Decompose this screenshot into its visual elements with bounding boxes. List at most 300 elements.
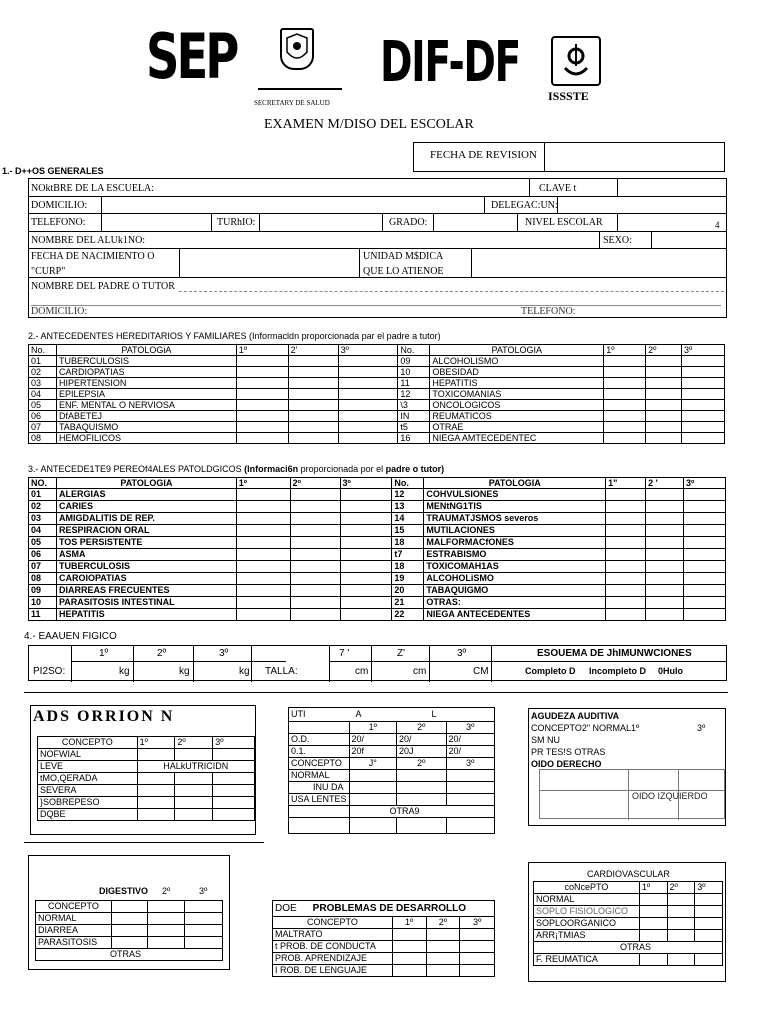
row-number: 12 [398, 389, 430, 400]
check-cell[interactable] [340, 561, 392, 573]
pathology-name: EPILEPSIA [56, 389, 236, 400]
check-cell[interactable] [606, 609, 646, 621]
col-header: 2º [646, 345, 682, 356]
check-cell[interactable] [340, 585, 392, 597]
pathology-name: RESPIRACION ORAL [56, 525, 236, 537]
curp-label: "CURP" [31, 266, 66, 277]
pathology-name: ALCOHOLISMO [430, 356, 604, 367]
check-cell[interactable] [338, 378, 398, 389]
dif-logo: DIF-DF [380, 30, 520, 95]
check-cell[interactable] [684, 489, 726, 501]
col-header: 1º [236, 478, 290, 489]
check-cell[interactable] [236, 422, 288, 433]
agudeza-auditiva-box [528, 708, 726, 826]
col-header: No. [392, 478, 424, 489]
av-oi-1: 20f [349, 746, 396, 758]
pathology-name: HEPATITIS [56, 609, 236, 621]
check-cell[interactable] [684, 537, 726, 549]
col-header: 2' [288, 345, 338, 356]
check-cell[interactable] [646, 525, 684, 537]
check-cell[interactable] [340, 537, 392, 549]
row-number: 22 [392, 609, 424, 621]
card-otras: OTRAS [534, 942, 723, 954]
nombre-escuela-label: NOktBRE DE LA ESCUELA: [31, 183, 155, 194]
sep-logo: SEP [146, 20, 237, 93]
dig-concepto: CONCEPTO [36, 901, 112, 913]
cardio-table [533, 881, 723, 966]
av-c1: J° [349, 758, 396, 770]
check-cell[interactable] [646, 609, 684, 621]
row-number: 08 [29, 433, 57, 444]
check-cell[interactable] [682, 367, 725, 378]
pathology-name: TOS PERSiSTENTE [56, 537, 236, 549]
check-cell[interactable] [604, 411, 646, 422]
nut-normal: NOFWIAL [38, 749, 138, 761]
check-cell[interactable] [646, 549, 684, 561]
check-cell[interactable] [646, 513, 684, 525]
pathology-name: TABAQUISMO [56, 422, 236, 433]
exam-h2: 2º [157, 648, 167, 659]
row-number: 13 [392, 501, 424, 513]
pathology-name: OTRAE [430, 422, 604, 433]
av-od-2: 20/ [397, 734, 446, 746]
check-cell[interactable] [604, 378, 646, 389]
nut-c1: 1º [137, 737, 175, 749]
delegacion-label: DELEGAC:UN: [491, 200, 558, 211]
check-cell[interactable] [290, 609, 340, 621]
check-cell[interactable] [290, 597, 340, 609]
exam-h6: 3º [457, 648, 467, 659]
card-arritmias: ARR¡TMIAS [534, 930, 640, 942]
check-cell[interactable] [682, 400, 725, 411]
check-cell[interactable] [236, 609, 290, 621]
pathology-name: CARDIOPATIAS [56, 367, 236, 378]
check-cell[interactable] [646, 367, 682, 378]
des-c2: 2º [426, 917, 460, 929]
row-number: 11 [29, 609, 57, 621]
telefono-label: TELEFONO: [31, 217, 86, 228]
check-cell[interactable] [684, 585, 726, 597]
check-cell[interactable] [606, 525, 646, 537]
pathology-name: PARASITOSIS INTESTINAL [56, 597, 236, 609]
check-cell[interactable] [684, 549, 726, 561]
check-cell[interactable] [604, 356, 646, 367]
exam-h3: 3º [219, 648, 229, 659]
section3-title-d: padre o tutor) [385, 464, 445, 474]
check-cell[interactable] [646, 411, 682, 422]
des-c1: 1º [392, 917, 426, 929]
turno-label: TURhIO: [217, 217, 256, 228]
check-cell[interactable] [236, 561, 290, 573]
av-oi: 0.1. [289, 746, 350, 758]
row-number: 03 [29, 378, 57, 389]
check-cell[interactable] [290, 501, 340, 513]
check-cell[interactable] [606, 549, 646, 561]
row-number: 07 [29, 561, 57, 573]
nut-sobrepeso: }SOBREPESO [38, 797, 138, 809]
av-oi-3: 20/ [446, 746, 495, 758]
dig-parasitosis: PARASITOSIS [36, 937, 112, 949]
check-cell[interactable] [684, 513, 726, 525]
check-cell[interactable] [236, 356, 288, 367]
check-cell[interactable] [236, 597, 290, 609]
card-concepto: coNcePTO [534, 882, 640, 894]
check-cell[interactable] [288, 356, 338, 367]
col-header: PATOLOGIA [56, 478, 236, 489]
pathology-name: TUBERCULOSIS [56, 561, 236, 573]
col-header: No. [29, 345, 57, 356]
check-cell[interactable] [236, 378, 288, 389]
check-cell[interactable] [604, 400, 646, 411]
check-cell[interactable] [682, 389, 725, 400]
digestivo-table [35, 900, 223, 961]
dig-normal: NORMAL [36, 913, 112, 925]
completo-option[interactable]: Completo D [525, 666, 576, 676]
check-cell[interactable] [236, 489, 290, 501]
antecedentes-patologicos-table [28, 477, 726, 621]
pathology-name: CARIES [56, 501, 236, 513]
check-cell[interactable] [236, 433, 288, 444]
row-number: 01 [29, 489, 57, 501]
check-cell[interactable] [338, 400, 398, 411]
aud-oido-izquierdo: OIDO IZQUIERDO [632, 791, 708, 801]
pathology-name: MALFORMACfONES [424, 537, 606, 549]
row-number: 18 [392, 537, 424, 549]
check-cell[interactable] [646, 356, 682, 367]
table-row [29, 609, 726, 621]
check-cell[interactable] [606, 489, 646, 501]
pathology-name: TRAUMATJSMOS severos [424, 513, 606, 525]
exam-h1: 1º [99, 648, 109, 659]
divider-line [24, 692, 728, 693]
col-header: PATOLOGiA [56, 345, 236, 356]
card-freumatica: F. REUMATICA [534, 954, 640, 966]
row-number: \3 [398, 400, 430, 411]
row-number: 21 [392, 597, 424, 609]
cm1: cm [355, 666, 369, 677]
dig-otras: OTRAS [36, 949, 223, 961]
check-cell[interactable] [606, 573, 646, 585]
talla-label: TALLA: [265, 666, 298, 677]
check-cell[interactable] [290, 573, 340, 585]
des-c3: 3º [460, 917, 495, 929]
check-cell[interactable] [290, 513, 340, 525]
pathology-name: MUTILACIONES [424, 525, 606, 537]
incompleto-option[interactable]: Incompleto D [589, 666, 647, 676]
pathology-name: TOXICOMANIAS [430, 389, 604, 400]
sexo-label: SEXO: [603, 235, 632, 246]
check-cell[interactable] [236, 400, 288, 411]
page-title: EXAMEN M/DISO DEL ESCOLAR [264, 117, 474, 132]
table-row [29, 356, 725, 367]
row-number: 15 [392, 525, 424, 537]
unidad-medica-label: UNIDAD M$DICA [363, 251, 444, 262]
table-row [29, 411, 725, 422]
check-cell[interactable] [236, 585, 290, 597]
check-cell[interactable] [288, 389, 338, 400]
check-cell[interactable] [684, 501, 726, 513]
check-cell[interactable] [236, 573, 290, 585]
av-od: O.D. [289, 734, 350, 746]
nut-concepto: CONCEPTO [38, 737, 138, 749]
cm2: cm [413, 666, 427, 677]
check-cell[interactable] [646, 378, 682, 389]
row-number: 16 [398, 433, 430, 444]
av-title-c: L [431, 709, 437, 719]
row-number: 07 [29, 422, 57, 433]
pathology-name: TUBERCULOSIS [56, 356, 236, 367]
check-cell[interactable] [646, 489, 684, 501]
antecedentes-hereditarios-table [28, 344, 725, 444]
row-number: 06 [29, 549, 57, 561]
fecha-nacimiento-label: FECHA DE NACIMIENTO O [31, 251, 155, 262]
check-cell[interactable] [236, 549, 290, 561]
row-number: 18 [392, 561, 424, 573]
que-lo-atiende-label: QUE LO ATIENOE [363, 266, 444, 277]
table-row [29, 422, 725, 433]
check-cell[interactable] [338, 422, 398, 433]
check-cell[interactable] [340, 501, 392, 513]
check-cell[interactable] [606, 513, 646, 525]
check-cell[interactable] [340, 573, 392, 585]
table-row [29, 573, 726, 585]
check-cell[interactable] [236, 513, 290, 525]
av-h1: 1º [349, 722, 396, 734]
examen-fisico-grid [28, 645, 727, 681]
av-od-3: 20/ [446, 734, 495, 746]
check-cell[interactable] [604, 422, 646, 433]
check-cell[interactable] [604, 433, 646, 444]
col-header: 3º [340, 478, 392, 489]
issste-label: ISSSTE [548, 89, 589, 103]
check-cell[interactable] [236, 501, 290, 513]
des-maltrato: MALTRATO [273, 929, 393, 941]
check-cell[interactable] [646, 501, 684, 513]
table-row [29, 537, 726, 549]
av-oi-2: 20J [397, 746, 446, 758]
cm3: CM [473, 666, 489, 677]
check-cell[interactable] [606, 561, 646, 573]
check-cell[interactable] [684, 609, 726, 621]
domicilio2-label: DOMICILIO: [31, 306, 88, 317]
av-h3: 3º [446, 722, 495, 734]
dig-c3: 3º [199, 886, 208, 896]
pathology-name: CAROIOPATIAS [56, 573, 236, 585]
check-cell[interactable] [646, 389, 682, 400]
check-cell[interactable] [646, 561, 684, 573]
pathology-name: ASMA [56, 549, 236, 561]
table-row [29, 367, 725, 378]
row-number: 06 [29, 411, 57, 422]
check-cell[interactable] [682, 422, 725, 433]
check-cell[interactable] [236, 537, 290, 549]
check-cell[interactable] [236, 525, 290, 537]
check-cell[interactable] [288, 422, 338, 433]
table-row [29, 549, 726, 561]
des-title: PROBLEMAS DE DESARROLLO [312, 903, 467, 914]
dig-diarrea: DIARREA [36, 925, 112, 937]
row-number: t7 [392, 549, 424, 561]
check-cell[interactable] [682, 433, 725, 444]
check-cell[interactable] [604, 367, 646, 378]
check-cell[interactable] [340, 513, 392, 525]
row-number: 01 [29, 356, 57, 367]
check-cell[interactable] [290, 525, 340, 537]
check-cell[interactable] [646, 585, 684, 597]
check-cell[interactable] [288, 367, 338, 378]
check-cell[interactable] [290, 537, 340, 549]
vacunas-label: ESOUEMA DE JhIMUNWCIONES [537, 648, 692, 659]
check-cell[interactable] [646, 573, 684, 585]
card-soplo-organico: SOPLOORGANICO [534, 918, 640, 930]
pathology-name: REUMATICOS [430, 411, 604, 422]
row-number: 04 [29, 525, 57, 537]
check-cell[interactable] [340, 597, 392, 609]
card-c1: 1º [639, 882, 667, 894]
check-cell[interactable] [338, 389, 398, 400]
cardiovascular-box [528, 862, 726, 982]
peso-label: PI2SO: [33, 666, 66, 677]
des-conducta: t PROB. DE CONDUCTA [273, 941, 393, 953]
check-cell[interactable] [684, 597, 726, 609]
check-cell[interactable] [646, 422, 682, 433]
col-header: 3º [682, 345, 725, 356]
check-cell[interactable] [338, 411, 398, 422]
row-number: 10 [398, 367, 430, 378]
check-cell[interactable] [340, 489, 392, 501]
exam-h4: 7 ' [339, 648, 350, 659]
row-number: 14 [392, 513, 424, 525]
nut-obesidad: DQBE [38, 809, 138, 821]
pathology-name: ENF. MENTAL O NERVIOSA [56, 400, 236, 411]
dig-c2: 2º [162, 886, 171, 896]
col-header: NO. [29, 478, 57, 489]
check-cell[interactable] [236, 411, 288, 422]
nutricion-table [37, 736, 255, 821]
check-cell[interactable] [646, 433, 682, 444]
check-cell[interactable] [340, 609, 392, 621]
av-otra: OTRA9 [349, 806, 494, 818]
check-cell[interactable] [646, 597, 684, 609]
col-header: No. [398, 345, 430, 356]
col-header: 2º [290, 478, 340, 489]
row-number: 05 [29, 537, 57, 549]
nulo-option[interactable]: 0Hulo [658, 666, 684, 676]
table-row [29, 561, 726, 573]
nut-desnutricion: HALkUTRICIDN [137, 761, 254, 773]
av-c3: 3º [446, 758, 495, 770]
check-cell[interactable] [682, 378, 725, 389]
check-cell[interactable] [288, 433, 338, 444]
row-number: 11 [398, 378, 430, 389]
check-cell[interactable] [338, 433, 398, 444]
check-cell[interactable] [684, 525, 726, 537]
pathology-name: OBESIDAD [430, 367, 604, 378]
exam-h5: Z' [397, 648, 406, 659]
check-cell[interactable] [606, 501, 646, 513]
grado-label: GRADO: [389, 217, 428, 228]
table-row [29, 513, 726, 525]
col-header: PATOLOGIA [430, 345, 604, 356]
padre-tutor-label: NOMBRE DEL PADRE O TUTOR [31, 281, 175, 292]
pathology-name: HEMOFILICOS [56, 433, 236, 444]
row-number: t5 [398, 422, 430, 433]
row-number: 19 [392, 573, 424, 585]
table-row [29, 597, 726, 609]
check-cell[interactable] [288, 378, 338, 389]
aud-pr: PR TES!S OTRAS [531, 747, 606, 757]
row-number: 02 [29, 367, 57, 378]
check-cell[interactable] [604, 389, 646, 400]
col-header: 1º [236, 345, 288, 356]
check-cell[interactable] [288, 411, 338, 422]
section3-title-c: proporcionada por el [298, 464, 386, 474]
clave-label: CLAVE t [539, 183, 577, 194]
table-row [29, 389, 725, 400]
check-cell[interactable] [682, 356, 725, 367]
check-cell[interactable] [646, 537, 684, 549]
check-cell[interactable] [290, 585, 340, 597]
av-title-b: A [355, 709, 362, 719]
check-cell[interactable] [684, 561, 726, 573]
check-cell[interactable] [682, 411, 725, 422]
check-cell[interactable] [684, 573, 726, 585]
check-cell[interactable] [340, 549, 392, 561]
col-header: 3º [338, 345, 398, 356]
pathology-name: MENtNG1TIS [424, 501, 606, 513]
agudeza-visual-box [288, 707, 495, 837]
row-number: 04 [29, 389, 57, 400]
nivel-mark: 4 [715, 220, 720, 230]
check-cell[interactable] [606, 585, 646, 597]
col-header: 3º [684, 478, 726, 489]
check-cell[interactable] [606, 537, 646, 549]
check-cell[interactable] [340, 525, 392, 537]
des-concepto: CONCEPTO [273, 917, 393, 929]
row-number: 09 [398, 356, 430, 367]
check-cell[interactable] [290, 561, 340, 573]
datos-generales-grid [28, 178, 727, 318]
col-header: PATOLOGIA [424, 478, 606, 489]
check-cell[interactable] [236, 389, 288, 400]
telefono2-label: TELEFONO: [521, 306, 576, 317]
check-cell[interactable] [606, 597, 646, 609]
check-cell[interactable] [290, 489, 340, 501]
aud-concepto: CONCEPTO2" NORMAL1º [531, 723, 640, 733]
check-cell[interactable] [236, 367, 288, 378]
check-cell[interactable] [646, 400, 682, 411]
av-concepto: CONCEPTO [289, 758, 350, 770]
fecha-revision-label: FECHA DE REVISION [430, 149, 537, 161]
divider-line-2 [24, 842, 264, 843]
check-cell[interactable] [290, 549, 340, 561]
check-cell[interactable] [338, 356, 398, 367]
nut-severa: SEVERA [38, 785, 138, 797]
col-header: 2 ' [646, 478, 684, 489]
row-number: 05 [29, 400, 57, 411]
check-cell[interactable] [338, 367, 398, 378]
nut-moderada: tMO,QERADA [38, 773, 138, 785]
nivel-escolar-label: NIVEL ESCOLAR [525, 217, 603, 228]
row-number: 09 [29, 585, 57, 597]
row-number: 20 [392, 585, 424, 597]
card-normal: NORMAL [534, 894, 640, 906]
pathology-name: ALCOHOLiSMO [424, 573, 606, 585]
table-row [29, 525, 726, 537]
table-row [29, 433, 725, 444]
card-c3: 3º [695, 882, 723, 894]
check-cell[interactable] [288, 400, 338, 411]
